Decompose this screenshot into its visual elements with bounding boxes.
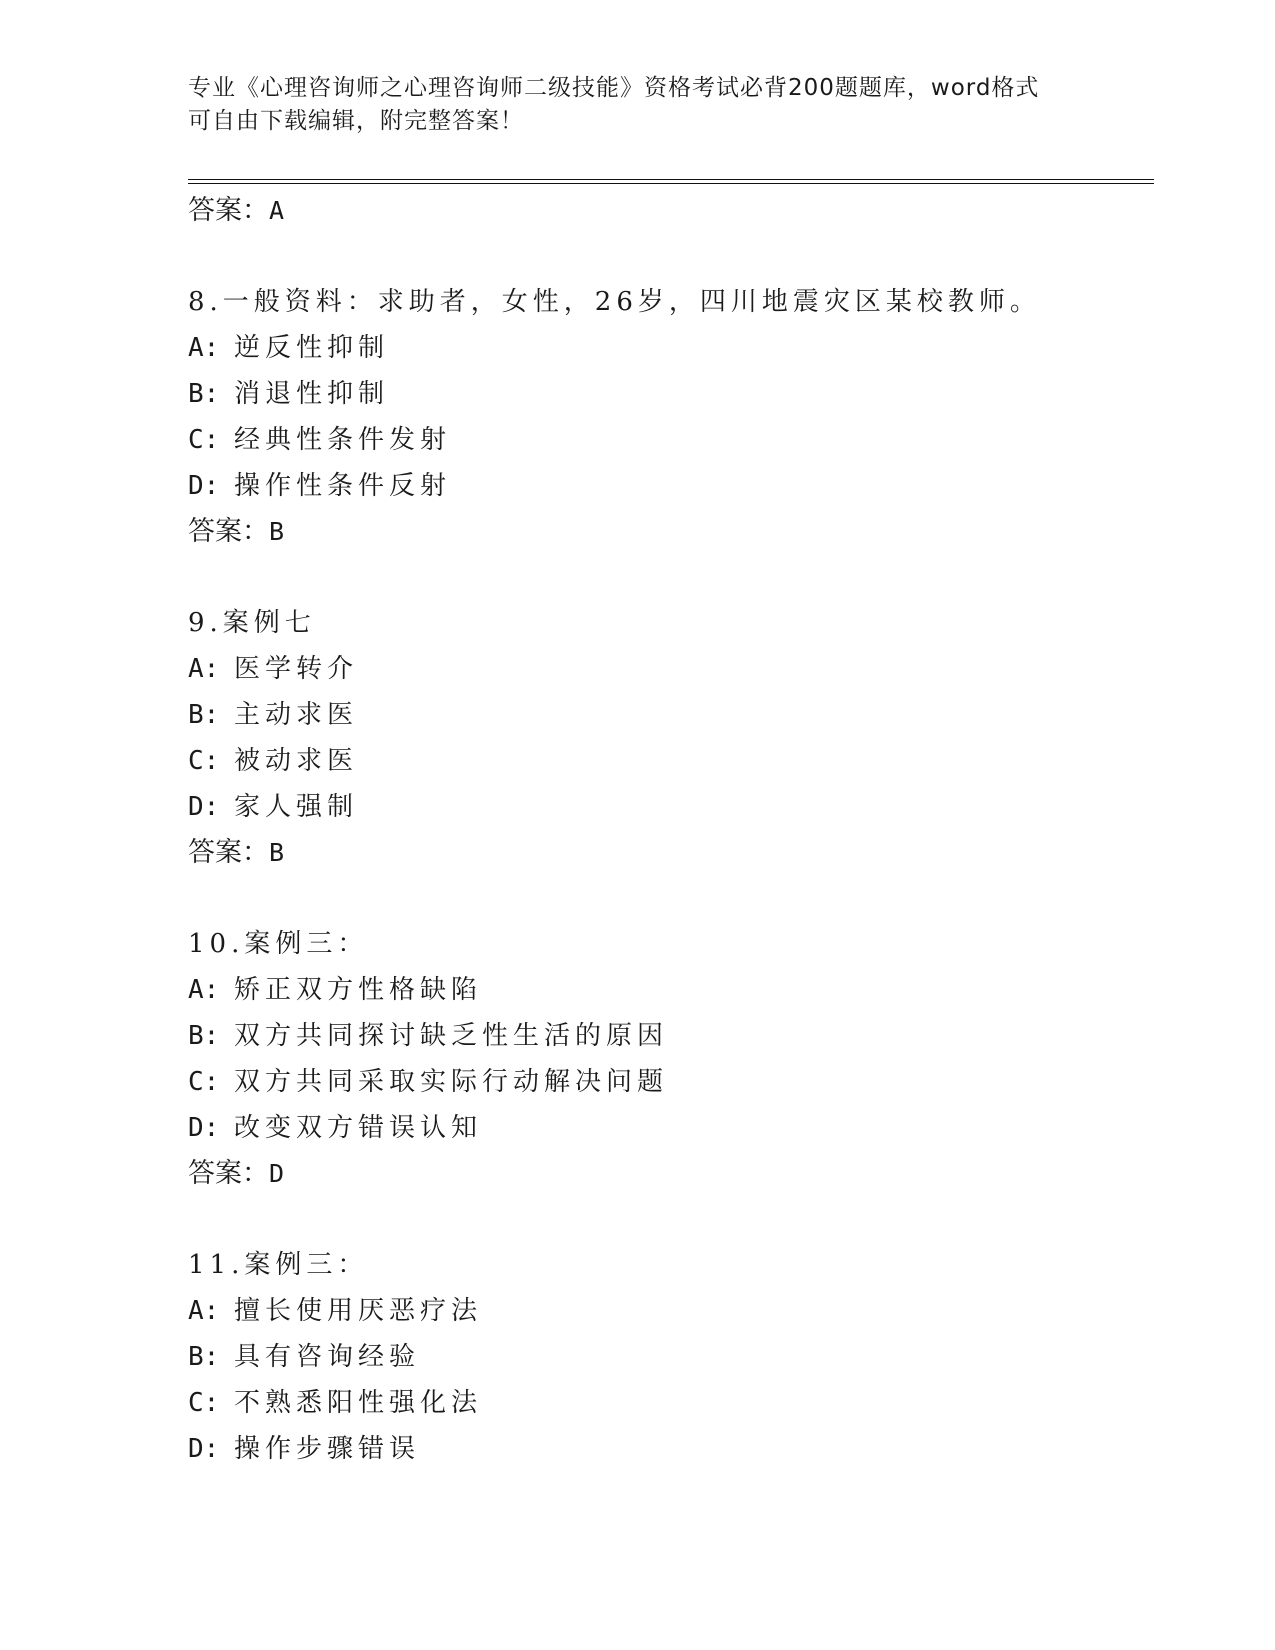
answer-label: 答案： <box>188 195 269 226</box>
option-text: 家人强制 <box>234 792 359 822</box>
option-a <box>188 1288 1148 1334</box>
header-line-1: 专业《心理咨询师之心理咨询师二级技能》资格考试必背200题题库，word格式 <box>188 75 1040 101</box>
option-text: 逆反性抑制 <box>234 333 390 363</box>
option-letter: A: <box>188 1296 220 1326</box>
answer-line <box>188 1151 1148 1197</box>
answer-line <box>188 188 1148 234</box>
option-text: 经典性条件发射 <box>234 425 452 455</box>
option-text: 双方共同采取实际行动解决问题 <box>234 1067 669 1097</box>
answer-line <box>188 509 1148 555</box>
header-divider <box>188 179 1154 184</box>
question-text: 9.案例七 <box>188 608 316 638</box>
option-text: 医学转介 <box>234 654 359 684</box>
option-a <box>188 646 1148 692</box>
answer-value: B <box>269 838 285 867</box>
option-letter: A: <box>188 975 220 1005</box>
option-letter: C: <box>188 746 220 776</box>
option-a <box>188 325 1148 371</box>
option-text: 被动求医 <box>234 746 359 776</box>
option-letter: B: <box>188 1021 220 1051</box>
answer-line <box>188 830 1148 876</box>
header-line-2: 可自由下载编辑，附完整答案！ <box>188 108 524 134</box>
option-text: 操作性条件反射 <box>234 471 452 501</box>
answer-value: D <box>269 1159 285 1188</box>
document-header <box>188 72 1088 138</box>
option-d <box>188 784 1148 830</box>
answer-value: A <box>269 196 285 225</box>
option-letter: A: <box>188 333 220 363</box>
option-d <box>188 1105 1148 1151</box>
option-letter: D: <box>188 1434 220 1464</box>
option-letter: D: <box>188 1113 220 1143</box>
answer-label: 答案： <box>188 516 269 547</box>
option-letter: C: <box>188 1067 220 1097</box>
option-text: 双方共同探讨缺乏性生活的原因 <box>234 1021 669 1051</box>
option-letter: C: <box>188 425 220 455</box>
option-a <box>188 967 1148 1013</box>
option-d <box>188 1426 1148 1472</box>
option-text: 擅长使用厌恶疗法 <box>234 1296 483 1326</box>
option-text: 不熟悉阳性强化法 <box>234 1388 483 1418</box>
answer-label: 答案： <box>188 1158 269 1189</box>
option-letter: B: <box>188 1342 220 1372</box>
option-c <box>188 738 1148 784</box>
option-text: 主动求医 <box>234 700 359 730</box>
question-text: 10.案例三： <box>188 929 369 959</box>
option-b <box>188 371 1148 417</box>
question-list <box>188 188 1148 1472</box>
question-text: 8.一般资料：求助者，女性，26岁，四川地震灾区某校教师。 <box>188 287 1041 317</box>
option-text: 操作步骤错误 <box>234 1434 421 1464</box>
option-text: 消退性抑制 <box>234 379 390 409</box>
option-letter: D: <box>188 471 220 501</box>
option-letter: B: <box>188 379 220 409</box>
option-letter: D: <box>188 792 220 822</box>
option-b <box>188 692 1148 738</box>
option-b <box>188 1334 1148 1380</box>
option-letter: C: <box>188 1388 220 1418</box>
option-c <box>188 1059 1148 1105</box>
question-text: 11.案例三： <box>188 1250 369 1280</box>
option-b <box>188 1013 1148 1059</box>
option-text: 改变双方错误认知 <box>234 1113 483 1143</box>
option-letter: B: <box>188 700 220 730</box>
answer-value: B <box>269 517 285 546</box>
option-c <box>188 417 1148 463</box>
answer-label: 答案： <box>188 837 269 868</box>
option-d <box>188 463 1148 509</box>
option-c <box>188 1380 1148 1426</box>
option-letter: A: <box>188 654 220 684</box>
option-text: 矫正双方性格缺陷 <box>234 975 483 1005</box>
option-text: 具有咨询经验 <box>234 1342 421 1372</box>
